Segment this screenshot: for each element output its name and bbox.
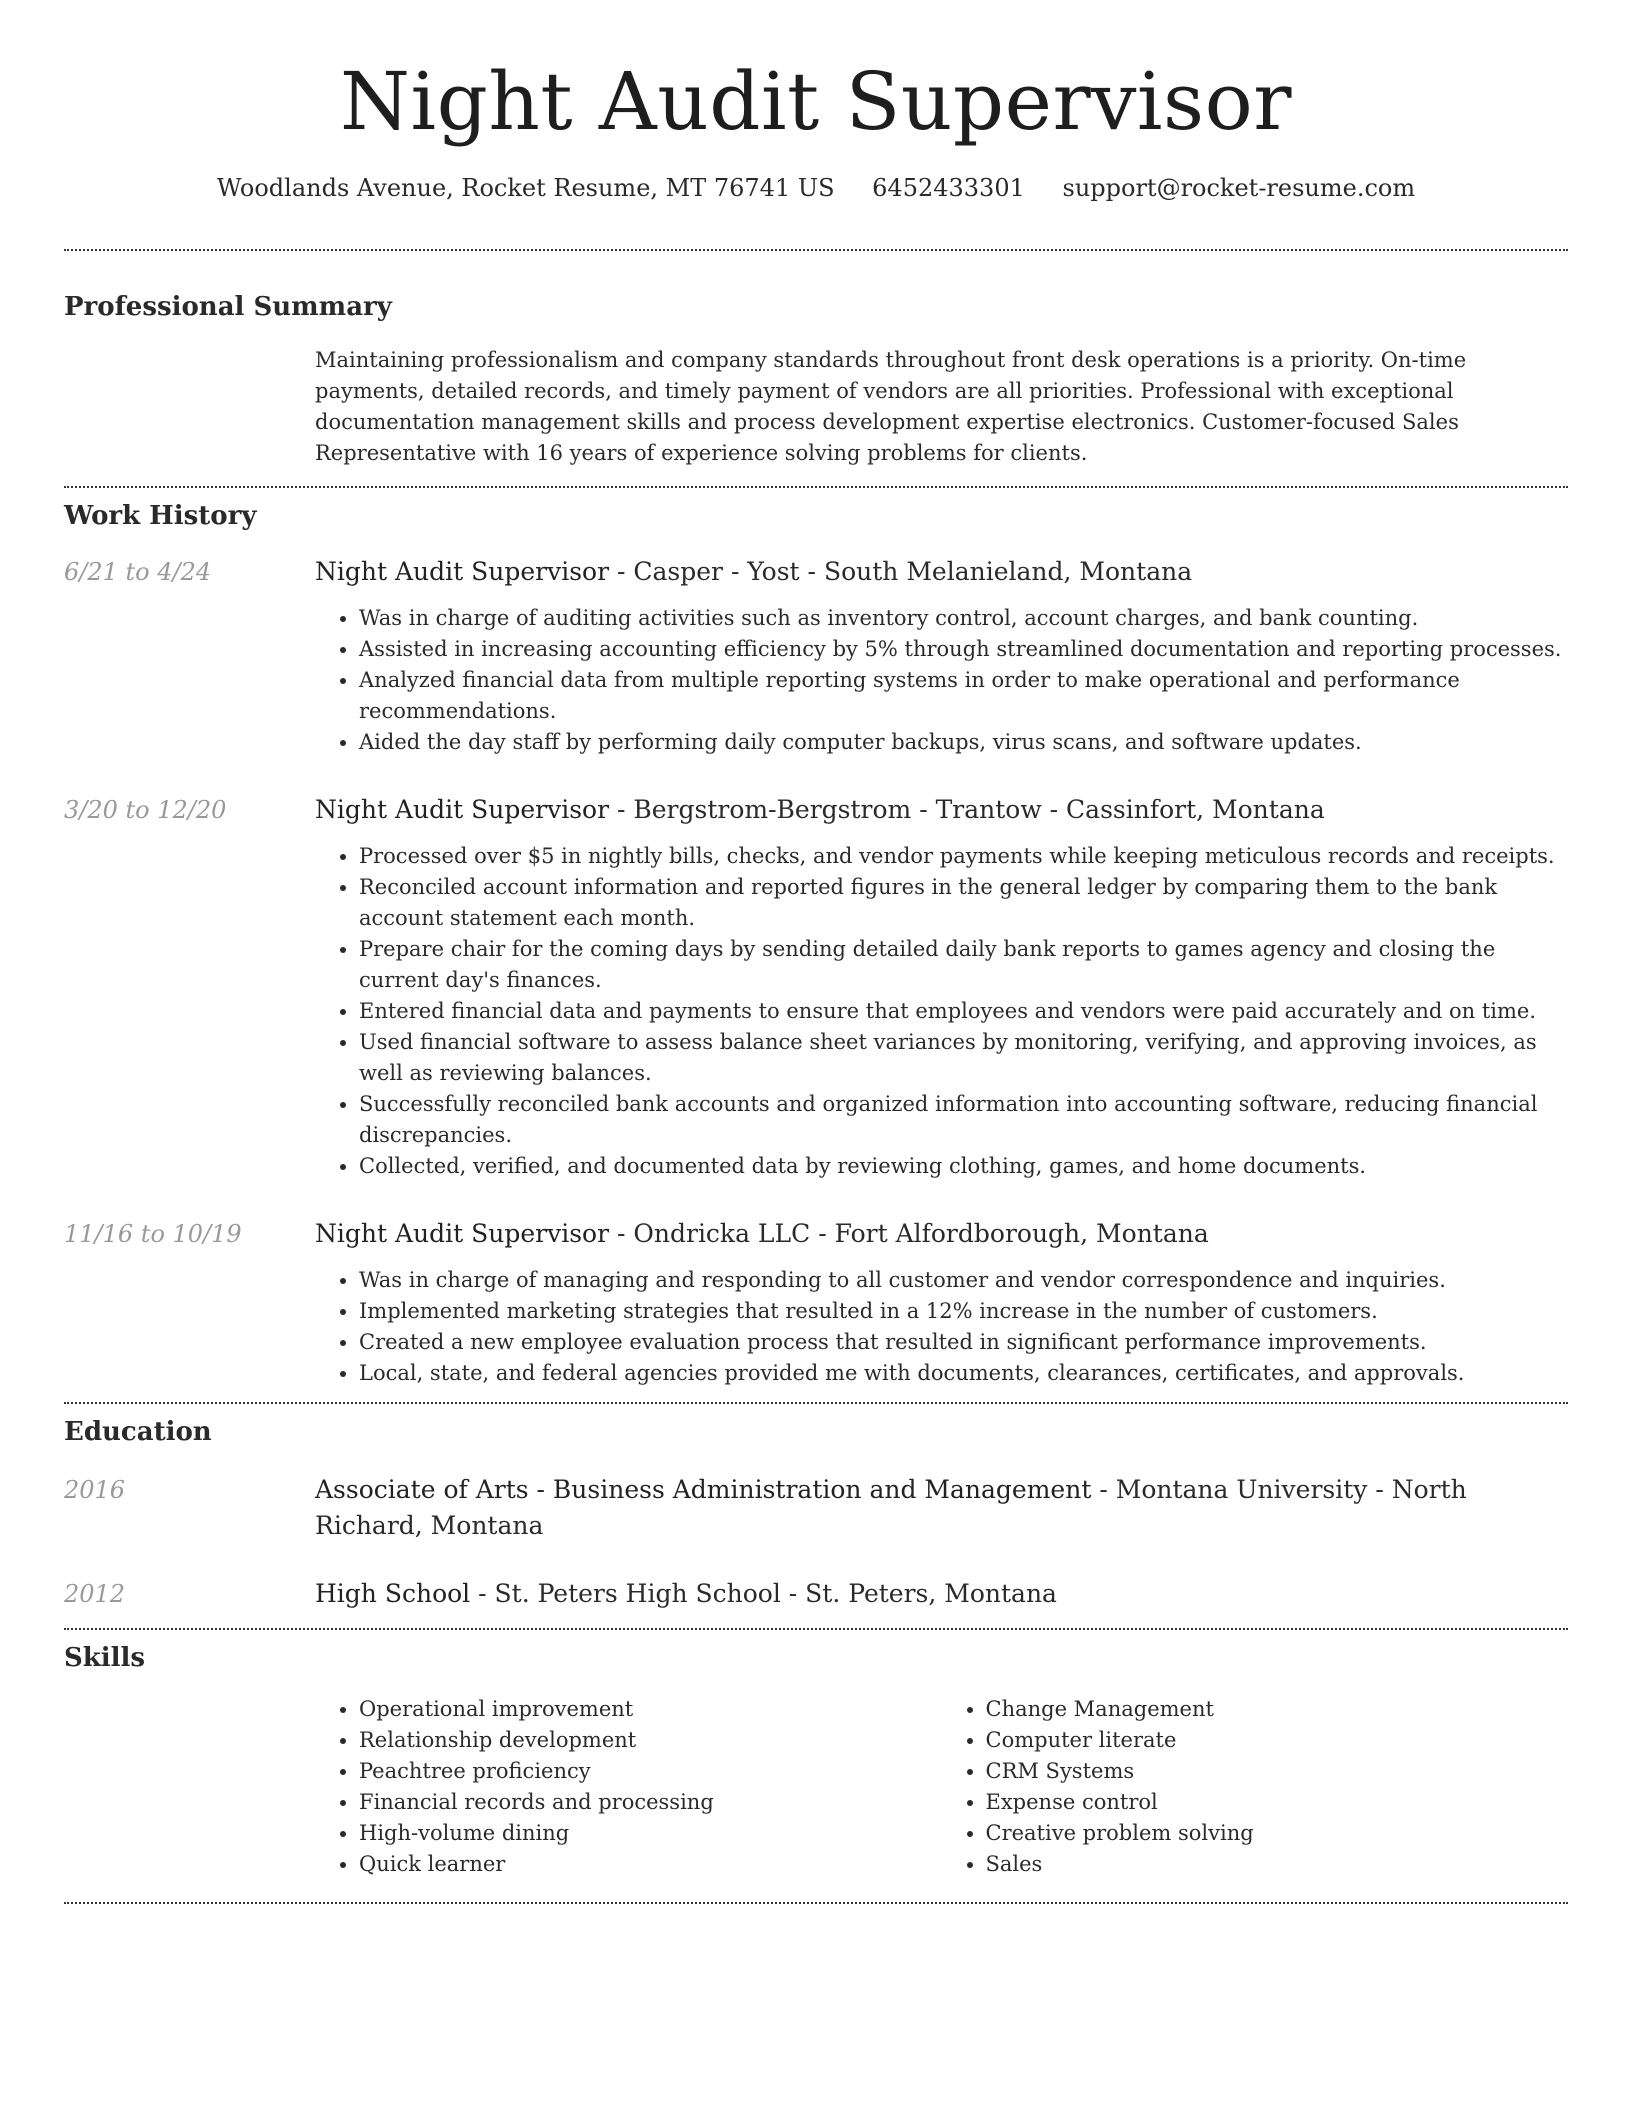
skills-list-right [942,1694,1569,1880]
skill-item: • Operational improvement [359,1694,942,1725]
job-heading [315,554,1568,590]
job-body [315,554,1568,758]
education-details: - St. Peters High School - St. Peters, Montana [470,1579,1057,1608]
work-history-title: Work History [64,501,257,531]
skill-item: • Change Management [986,1694,1569,1725]
job-heading [315,792,1568,828]
list-item: • Was in charge of auditing activities such as inventory control, account charges, and bank counting. [359,603,1568,634]
list-item: • Reconciled account information and reported figures in the general ledger by comparing them to the bank account statement each month. [359,872,1568,934]
skill-item: • Relationship development [359,1725,942,1756]
list-item: • Assisted in increasing accounting efficiency by 5% through streamlined documentation and reporting processes. [359,634,1568,665]
list-item: • Analyzed financial data from multiple reporting systems in order to make operational and performance recommendations. [359,665,1568,727]
education-body [315,1472,1568,1544]
list-item: • Successfully reconciled bank accounts and organized information into accounting software, reducing financial discrepancies. [359,1089,1568,1151]
candidate-name: Night Audit Supervisor [340,55,1292,148]
education-heading [315,1576,1568,1612]
list-item: • Prepare chair for the coming days by sending detailed daily bank reports to games agency and closing the current day's finances. [359,934,1568,996]
job-details: - Bergstrom-Bergstrom - Trantow - Cassinfort, Montana [609,795,1325,824]
list-item: • Was in charge of managing and responding to all customer and vendor correspondence and inquiries. [359,1265,1568,1296]
skill-item: • Computer literate [986,1725,1569,1756]
skills-columns [315,1694,1568,1880]
summary-section [64,289,1568,469]
list-item: • Collected, verified, and documented data by reviewing clothing, games, and home documents. [359,1151,1568,1182]
job-entry [64,1216,1568,1389]
skill-item: • CRM Systems [986,1756,1569,1787]
work-history-section [64,498,1568,1389]
job-body [315,792,1568,1182]
job-title: Night Audit Supervisor [315,1219,610,1248]
skill-item: • Peachtree proficiency [359,1756,942,1787]
summary-text: Maintaining professionalism and company standards throughout front desk operations is a priority. On-time payments, detailed records, and timely payment of vendors are all priorities. Professional with exceptional documentation management skills and process development expertise electronics. Customer-focused Sales Representative with 16 years of experience solving problems for clients. [315,348,1467,465]
phone-text: 6452433301 [872,174,1025,202]
list-item: • Processed over $5 in nightly bills, checks, and vendor payments while keeping meticulous records and receipts. [359,841,1568,872]
skill-item: • Quick learner [359,1849,942,1880]
list-item: • Used financial software to assess balance sheet variances by monitoring, verifying, and approving invoices, as well as reviewing balances. [359,1027,1568,1089]
job-details: - Ondricka LLC - Fort Alfordborough, Montana [609,1219,1209,1248]
list-item: • Local, state, and federal agencies provided me with documents, clearances, certificates, and approvals. [359,1358,1568,1389]
skills-list-left [315,1694,942,1880]
education-year: 2012 [64,1580,126,1608]
skill-item: • Creative problem solving [986,1818,1569,1849]
divider [64,1402,1568,1404]
education-section [64,1414,1568,1612]
job-dates: 6/21 to 4/24 [64,558,212,586]
education-details: - Montana University - North Richard, Montana [315,1475,1467,1540]
job-heading [315,1216,1568,1252]
job-entry [64,792,1568,1182]
skills-title: Skills [64,1643,146,1673]
job-bullets [315,603,1568,758]
job-entry [64,554,1568,758]
skills-section [64,1640,1568,1880]
divider [64,249,1568,251]
education-year: 2016 [64,1476,126,1504]
education-body [315,1576,1568,1612]
divider [64,1628,1568,1630]
divider [64,1902,1568,1904]
divider [64,486,1568,488]
summary-title: Professional Summary [64,292,392,322]
job-title: Night Audit Supervisor [315,557,610,586]
skill-item: • High-volume dining [359,1818,942,1849]
skill-item: • Expense control [986,1787,1569,1818]
list-item: • Implemented marketing strategies that resulted in a 12% increase in the number of customers. [359,1296,1568,1327]
job-bullets [315,1265,1568,1389]
skill-item: • Sales [986,1849,1569,1880]
skill-item: • Financial records and processing [359,1787,942,1818]
list-item: • Created a new employee evaluation process that resulted in significant performance improvements. [359,1327,1568,1358]
list-item: • Entered financial data and payments to ensure that employees and vendors were paid accurately and on time. [359,996,1568,1027]
contact-line [64,172,1568,204]
job-title: Night Audit Supervisor [315,795,610,824]
education-heading [315,1472,1568,1544]
education-entry [64,1576,1568,1612]
education-entry [64,1472,1568,1544]
job-bullets [315,841,1568,1182]
degree-title: High School [315,1579,471,1608]
degree-title: Associate of Arts - Business Administration and Management [315,1475,1092,1504]
address-text: Woodlands Avenue, Rocket Resume, MT 76741 US [216,174,835,202]
education-title: Education [64,1417,212,1447]
job-dates: 11/16 to 10/19 [64,1220,242,1248]
email-link[interactable]: support@rocket-resume.com [1062,174,1416,202]
job-details: - Casper - Yost - South Melanieland, Montana [609,557,1193,586]
job-dates: 3/20 to 12/20 [64,796,227,824]
list-item: • Aided the day staff by performing daily computer backups, virus scans, and software updates. [359,727,1568,758]
job-body [315,1216,1568,1389]
